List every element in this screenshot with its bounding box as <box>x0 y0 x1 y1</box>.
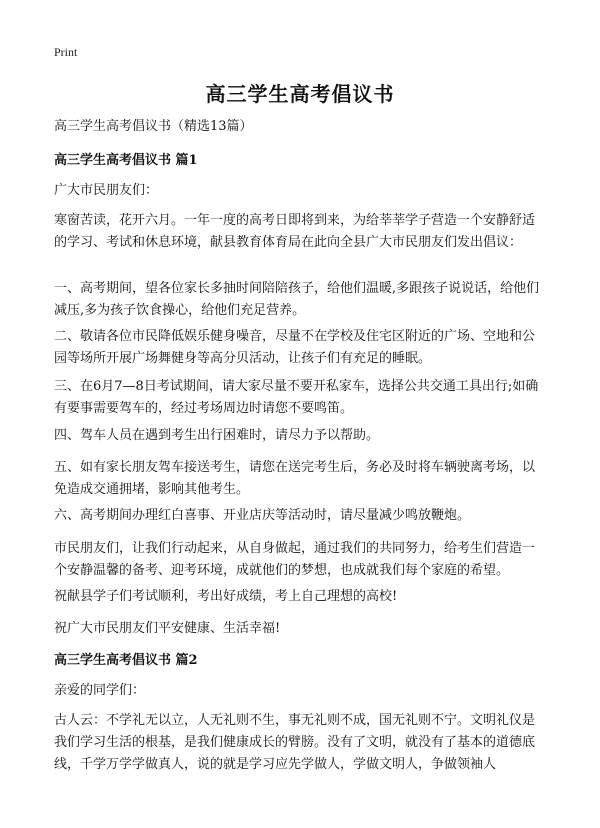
paragraph-1-item-1: 一、高考期间，望各位家长多抽时间陪陪孩子，给他们温暖,多跟孩子说说话，给他们减压,多为孩子饮食操心，给他们充足营养。 <box>54 281 540 318</box>
salutation-1: 广大市民朋友们： <box>54 183 159 198</box>
print-link[interactable]: Print <box>54 45 78 59</box>
paragraph-1-item-4: 四、驾车人员在遇到考生出行困难时，请尽力予以帮助。 <box>54 428 380 443</box>
paragraph-1-closing: 市民朋友们，让我们行动起来，从自身做起，通过我们的共同努力，给考生们营造一个安静温馨的备考、迎考环境，成就他们的梦想，也成就我们每个家庭的希望。 <box>54 541 536 578</box>
document-subtitle: 高三学生高考倡议书（精选13篇） <box>54 119 253 134</box>
section-heading-1: 高三学生高考倡议书 篇1 <box>54 153 198 168</box>
section-heading-2: 高三学生高考倡议书 篇2 <box>54 653 198 668</box>
paragraph-1-wish-2: 祝广大市民朋友们平安健康、生活幸福! <box>54 621 281 636</box>
paragraph-1-item-5: 五、如有家长朋友驾车接送考生，请您在送完考生后，务必及时将车辆驶离考场，以免造成交通拥堵，影响其他考生。 <box>54 460 536 497</box>
paragraph-1-item-2: 二、敬请各位市民降低娱乐健身噪音，尽量不在学校及住宅区附近的广场、空地和公园等场所开展广场舞健身等高分贝活动，让孩子们有充足的睡眠。 <box>54 329 536 366</box>
salutation-2: 亲爱的同学们： <box>54 683 146 698</box>
paragraph-1-item-3: 三、在6月7—8日考试期间，请大家尽量不要开私家车，选择公共交通工具出行;如确有要事需要驾车的，经过考场周边时请您不要鸣笛。 <box>54 379 539 416</box>
paragraph-1-intro: 寒窗苦读，花开六月。一年一度的高考日即将到来，为给莘莘学子营造一个安静舒适的学习、考试和休息环境，献县教育体育局在此向全县广大市民朋友们发出倡议： <box>54 213 536 250</box>
document-title: 高三学生高考倡议书 <box>205 82 395 106</box>
paragraph-2-intro: 古人云：不学礼无以立，人无礼则不生，事无礼则不成，国无礼则不宁。文明礼仪是我们学习生活的根基，是我们健康成长的臂膀。没有了文明，就没有了基本的道德底线，千学万学学做真人，说的就是学习应先学做人，学做文明人，争做领袖人 <box>54 713 536 772</box>
paragraph-1-item-6: 六、高考期间办理红白喜事、开业店庆等活动时，请尽量减少鸣放鞭炮。 <box>54 508 471 523</box>
paragraph-1-wish-1: 祝献县学子们考试顺利，考出好成绩，考上自己理想的高校! <box>54 589 398 604</box>
